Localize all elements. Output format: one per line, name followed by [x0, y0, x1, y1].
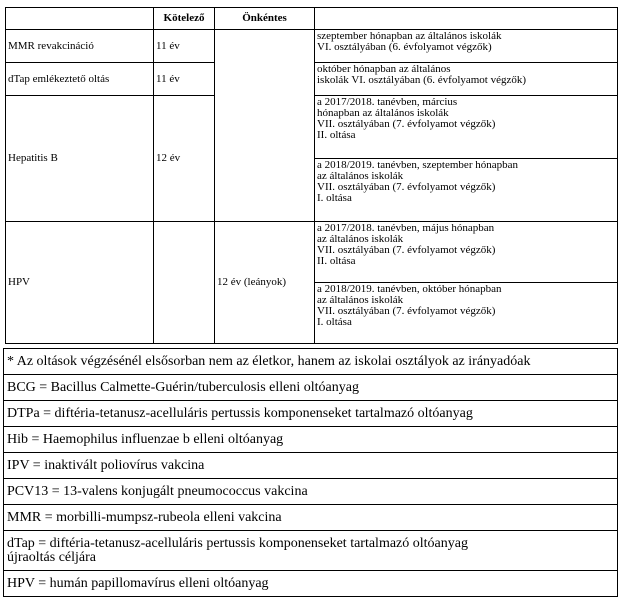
- list-item: [4, 349, 618, 375]
- note-footnote: * Az oltások végzésénél elsősorban nem az életkor, hanem az iskolai osztályok az irányadóak: [4, 349, 618, 375]
- vaccination-date: a 2018/2019. tanévben, október hónapban az általános iskolák VII. osztályában (7. évfolyamot végzők) I. oltása: [315, 283, 618, 344]
- list-item: [4, 479, 618, 505]
- vaccination-date: szeptember hónapban az általános iskolák VI. osztályában (6. évfolyamot végzők): [315, 30, 618, 63]
- list-item: [4, 571, 618, 597]
- header-mandatory: Kötelező: [154, 8, 215, 30]
- note-bcg: BCG = Bacillus Calmette-Guérin/tuberculosis elleni oltóanyag: [4, 375, 618, 401]
- mandatory-age: 11 év: [154, 30, 215, 63]
- list-item: [4, 427, 618, 453]
- note-dtpa: DTPa = diftéria-tetanusz-acelluláris pertussis komponenseket tartalmazó oltóanyag: [4, 401, 618, 427]
- note-hib: Hib = Haemophilus influenzae b elleni oltóanyag: [4, 427, 618, 453]
- header-voluntary: Önkéntes: [215, 8, 315, 30]
- note-dtap: dTap = diftéria-tetanusz-acelluláris pertussis komponenseket tartalmazó oltóanyag újraoltás céljára: [4, 531, 618, 571]
- note-mmr: MMR = morbilli-mumpsz-rubeola elleni vakcina: [4, 505, 618, 531]
- note-pcv13: PCV13 = 13-valens konjugált pneumococcus vakcina: [4, 479, 618, 505]
- mandatory-age: 11 év: [154, 63, 215, 96]
- list-item: [4, 375, 618, 401]
- voluntary-age: [215, 30, 315, 222]
- note-hpv: HPV = humán papillomavírus elleni oltóanyag: [4, 571, 618, 597]
- list-item: [4, 531, 618, 571]
- list-item: [4, 505, 618, 531]
- voluntary-age: 12 év (leányok): [215, 222, 315, 344]
- vaccination-date: október hónapban az általános iskolák VI. osztályában (6. évfolyamot végzők): [315, 63, 618, 96]
- vaccination-date: a 2017/2018. tanévben, március hónapban az általános iskolák VII. osztályában (7. évfolyamot végzők) II. oltása: [315, 96, 618, 159]
- header-vaccine: [6, 8, 154, 30]
- list-item: [4, 401, 618, 427]
- mandatory-age: 12 év: [154, 96, 215, 222]
- vaccine-name: Hepatitis B: [6, 96, 154, 222]
- vaccination-date: a 2018/2019. tanévben, szeptember hónapban az általános iskolák VII. osztályában (7. évfolyamot végzők) I. oltása: [315, 159, 618, 222]
- vaccination-date: a 2017/2018. tanévben, május hónapban az általános iskolák VII. osztályában (7. évfolyamot végzők) II. oltása: [315, 222, 618, 283]
- vaccine-name: HPV: [6, 222, 154, 344]
- mandatory-age: [154, 222, 215, 344]
- list-item: [4, 453, 618, 479]
- vaccine-name: dTap emlékeztető oltás: [6, 63, 154, 96]
- note-ipv: IPV = inaktivált poliovírus vakcina: [4, 453, 618, 479]
- abbreviations-table: [3, 348, 618, 597]
- table-row: [6, 30, 618, 63]
- table-row: [6, 222, 618, 283]
- vaccination-schedule-table: [5, 7, 618, 344]
- vaccine-name: MMR revakcináció: [6, 30, 154, 63]
- table-header-row: [6, 8, 618, 30]
- header-dates: [315, 8, 618, 30]
